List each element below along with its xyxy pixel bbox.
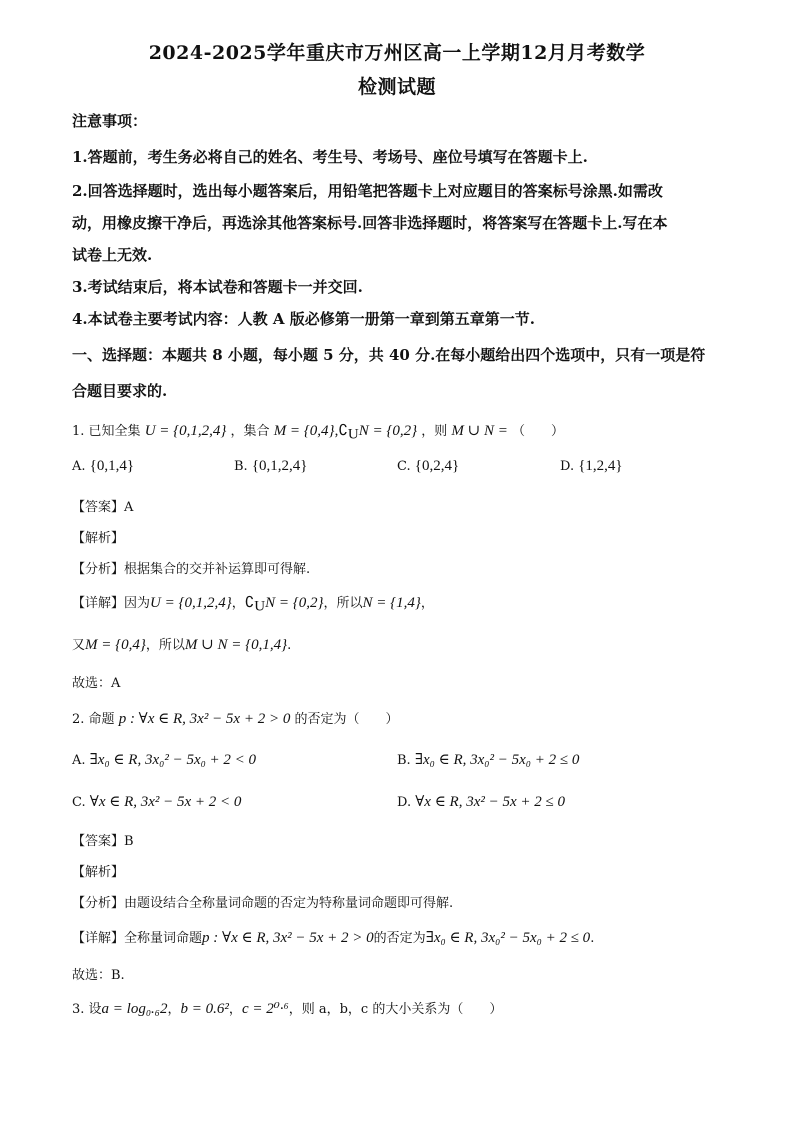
q1-option-b-label: B. [234,459,248,474]
notice-item-2c: 试卷上无效. [72,246,153,264]
q2-option-d [397,792,565,811]
q1-detail2-prefix: 又 [72,638,86,653]
section-heading-cont: 合题目要求的. [72,382,168,400]
q1-expr: M ∪ N = [451,423,508,439]
q1-detail-n: N = {0,2} [265,595,324,611]
q2-detail-math1: p : ∀x ∈ R, 3x² − 5x + 2 > 0 [202,930,374,946]
q3-c-expr: c = 2⁰·⁶ [241,1001,289,1017]
q1-detail-complement-sub: U [254,598,266,615]
q1-stem-prefix: 1. 已知全集 [72,424,141,439]
q1-detail-end: ， [420,596,434,611]
q1-set-u: U = {0,1,2,4} [144,423,227,439]
q1-option-a [72,458,134,475]
q1-detail-sep: ， [231,596,245,611]
question-3-stem [72,998,502,1018]
notice-item-2a: 2.回答选择题时，选出每小题答案后，用铅笔把答题卡上对应题目的答案标号涂黑.如需改 [72,182,663,200]
q1-detail2-end: . [287,638,292,653]
q2-option-c-label: C. [72,795,86,810]
q1-complement-symbol: ∁ [338,423,348,439]
q1-analysis-tag: 【解析】 [72,531,125,546]
q1-sep1: ，集合 [230,424,270,439]
q1-option-d-value: {1,2,4} [578,458,623,474]
q1-analysis: 【分析】根据集合的交并补运算即可得解. [72,562,311,577]
q2-option-c-value: ∀x ∈ R, 3x² − 5x + 2 < 0 [89,794,242,810]
q2-option-a-value: ∃x₀ ∈ R, 3x₀² − 5x₀ + 2 < 0 [89,752,257,768]
q1-detail-2 [72,634,291,654]
q2-option-b [397,750,579,769]
q3-b-expr: b = 0.6² [180,1001,229,1017]
q2-stem-suffix: 的否定为（ ） [294,712,399,727]
q1-set-m: M = {0,4} [273,423,335,439]
q1-sep2: ，则 [421,424,448,439]
q3-stem-prefix: 3. 设 [72,1002,102,1017]
q1-detail-result: N = {1,4} [362,595,421,611]
q2-choice: 故选：B. [72,968,125,983]
q1-option-c-label: C. [397,459,411,474]
q1-option-b [234,458,307,475]
q2-detail-math2: ∃x₀ ∈ R, 3x₀² − 5x₀ + 2 ≤ 0 [425,930,591,946]
q1-option-a-label: A. [72,459,86,474]
notice-item-4: 4.本试卷主要考试内容：人教 A 版必修第一册第一章到第五章第一节. [72,310,535,328]
q1-detail2-mid: ，所以 [145,638,185,653]
q1-answer: 【答案】A [72,500,134,515]
q1-set-n: N = {0,2} [358,423,418,439]
q2-detail-end: . [590,931,595,946]
q3-sep1: ， [167,1002,181,1017]
q1-option-c-value: {0,2,4} [414,458,460,474]
q1-detail-mid: ，所以 [323,596,363,611]
q1-detail2-result: M ∪ N = {0,1,4} [184,637,288,653]
q2-option-a-label: A. [72,753,86,768]
section-heading: 一、选择题：本题共 8 小题，每小题 5 分，共 40 分.在每小题给出四个选项中，只有一项是符 [72,346,706,364]
q2-option-d-value: ∀x ∈ R, 3x² − 5x + 2 ≤ 0 [415,794,565,810]
q2-option-a [72,750,256,769]
notice-item-3: 3.考试结束后，将本试卷和答题卡一并交回. [72,278,363,296]
q3-stem-suffix: ，则 a，b，c 的大小关系为（ ） [288,1002,503,1017]
q2-answer: 【答案】B [72,834,134,849]
q2-option-d-label: D. [397,795,412,810]
notice-item-1: 1.答题前，考生务必将自己的姓名、考生号、考场号、座位号填写在答题卡上. [72,148,588,166]
q1-choice: 故选：A [72,676,121,691]
q1-option-d-label: D. [560,459,575,474]
q2-option-b-label: B. [397,753,411,768]
q2-detail-mid: 的否定为 [373,931,426,946]
question-2-stem [72,708,399,728]
q2-detail [72,927,594,947]
q3-a-expr: a = log₀.₆2 [101,1001,168,1017]
q2-stem-prefix: 2. 命题 [72,712,115,727]
q1-option-d [560,458,623,475]
q1-option-c [397,458,459,475]
q1-detail-prefix: 【详解】因为 [72,596,151,611]
q1-option-a-value: {0,1,4} [89,458,135,474]
q1-detail-complement: ∁ [244,595,255,611]
q2-option-c [72,792,241,811]
q1-detail-u: U = {0,1,2,4} [150,595,232,611]
document-subtitle: 检测试题 [357,76,436,98]
document-title: 2024-2025学年重庆市万州区高一上学期12月月考数学 [148,42,646,64]
q2-analysis-tag: 【解析】 [72,865,125,880]
q3-sep2: ， [228,1002,242,1017]
notice-item-2b: 动，用橡皮擦干净后，再选涂其他答案标号.回答非选择题时，将答案写在答题卡上.写在本 [72,214,668,232]
q1-detail2-m: M = {0,4} [85,637,146,653]
q2-analysis: 【分析】由题设结合全称量词命题的否定为特称量词命题即可得解. [72,896,454,911]
notice-heading: 注意事项： [72,112,148,130]
q1-complement-sub: U [347,426,359,443]
q2-detail-prefix: 【详解】全称量词命题 [72,931,203,946]
q2-stem-math: p : ∀x ∈ R, 3x² − 5x + 2 > 0 [118,711,291,727]
q1-option-b-value: {0,1,2,4} [251,458,308,474]
q1-paren: （ ） [511,424,564,439]
q1-detail [72,592,434,615]
q2-option-b-value: ∃x₀ ∈ R, 3x₀² − 5x₀ + 2 ≤ 0 [414,752,580,768]
question-1-stem: 1. 已知全集 U = {0,1,2,4} ，集合 $M = \{0,4\},∁_UN = \{0,2\}$ ，则 M ∪ N = （ ） [72,423,564,443]
